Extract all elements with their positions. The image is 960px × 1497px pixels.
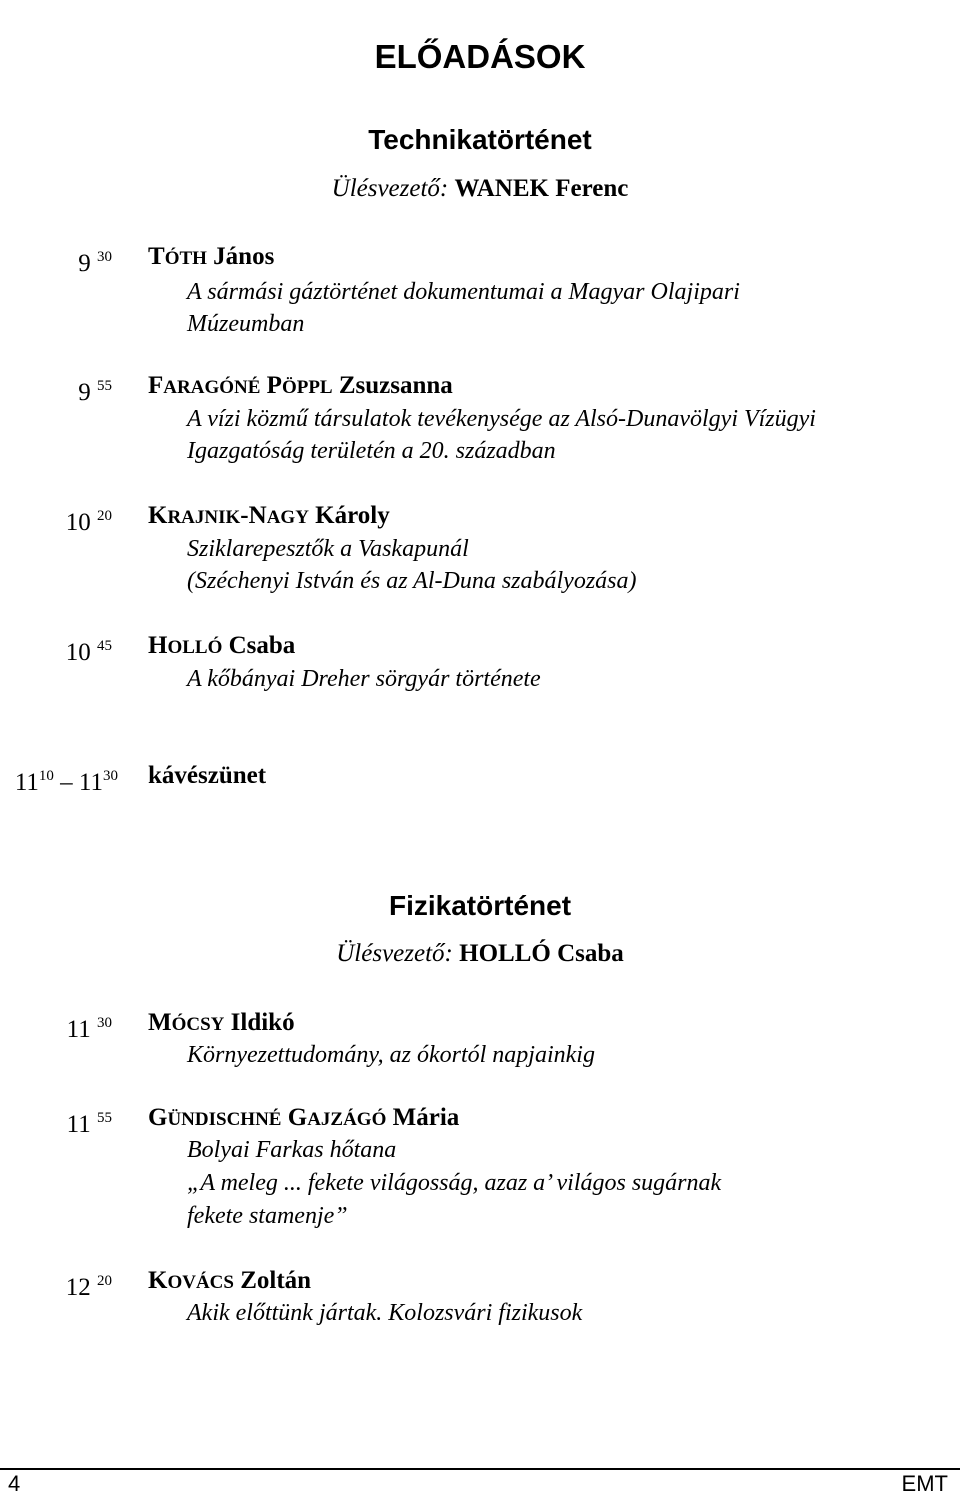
time-hour: 10: [65, 509, 91, 536]
talk-title-line: Bolyai Farkas hőtana: [187, 1137, 397, 1163]
speaker-initial: T: [148, 243, 165, 270]
speaker-surname-2: AJZÁGÓ: [307, 1109, 387, 1130]
time-hour: 11: [66, 1111, 91, 1138]
time-minute: 55: [97, 378, 112, 394]
talk-title-line: Múzeumban: [187, 311, 305, 337]
speaker-surname: OLLÓ: [167, 637, 223, 658]
speaker-surname: ÓTH: [164, 248, 207, 269]
footer-label: EMT: [901, 1471, 948, 1496]
speaker-firstname: János: [213, 243, 275, 270]
talk-title-line: Igazgatóság területén a 20. században: [187, 438, 556, 464]
break-label: kávészünet: [148, 762, 267, 789]
speaker-name: [148, 1264, 311, 1300]
session-chair: [0, 940, 960, 968]
time-hour: 12: [65, 1274, 91, 1301]
speaker-surname: ARAGÓNÉ: [163, 377, 261, 398]
speaker-initial-2: -N: [240, 502, 267, 529]
speaker-surname: ÓCSY: [171, 1014, 225, 1035]
speaker-initial-2: P: [266, 372, 282, 399]
speaker-firstname: Csaba: [228, 632, 296, 659]
talk-time: [0, 1264, 112, 1305]
time-minute: 20: [97, 508, 112, 524]
speaker-name: [148, 629, 295, 665]
speaker-initial: K: [148, 1267, 168, 1294]
talk-title-line: Környezettudomány, az ókortól napjainkig: [187, 1042, 595, 1068]
speaker-initial: M: [148, 1009, 172, 1036]
chair-name: [459, 940, 624, 967]
talk-time: [0, 499, 112, 540]
section-title-technikatortenet: Technikatörténet: [368, 124, 592, 155]
speaker-surname: ÜNDISCHNÉ: [167, 1109, 282, 1130]
chair-surname: WANEK: [454, 175, 549, 202]
chair-label: Ülésvezető:: [336, 940, 453, 967]
time-hour: 10: [65, 639, 91, 666]
chair-surname: HOLLÓ: [459, 940, 551, 967]
talk-title-line: A kőbányai Dreher sörgyár története: [187, 666, 541, 692]
speaker-initial: H: [148, 632, 168, 659]
time-hour: 9: [78, 250, 91, 277]
speaker-surname: RAJNIK: [167, 507, 241, 528]
speaker-surname-2: AGY: [266, 507, 309, 528]
speaker-initial: K: [148, 502, 168, 529]
speaker-name: [148, 240, 274, 276]
speaker-firstname: Zoltán: [240, 1267, 312, 1294]
break-time: [0, 759, 118, 800]
section-title-fizikatortenet: Fizikatörténet: [388, 890, 572, 921]
break-end-minute: 30: [103, 768, 118, 784]
chair-name: [455, 175, 629, 202]
break-start-hour: 11: [14, 769, 39, 796]
talk-title-line: Akik előttünk jártak. Kolozsvári fizikusok: [187, 1300, 583, 1326]
page-title: ELŐADÁSOK: [374, 38, 586, 75]
break-end-hour: 11: [78, 769, 103, 796]
talk-title-line: (Széchenyi István és az Al-Duna szabályozása): [187, 568, 637, 594]
speaker-initial: F: [148, 372, 164, 399]
time-minute: 45: [97, 638, 112, 654]
speaker-name: [148, 369, 453, 405]
break-start-minute: 10: [38, 768, 54, 784]
break-dash: –: [60, 769, 73, 796]
talk-title-line: A vízi közmű társulatok tevékenysége az Alsó-Dunavölgyi Vízügyi: [187, 406, 816, 432]
talk-time: [0, 1101, 112, 1142]
chair-firstname: Ferenc: [555, 175, 629, 202]
talk-title-line: „A meleg ... fekete világosság, azaz a’ világos sugárnak: [187, 1170, 722, 1196]
session-chair: [0, 175, 960, 203]
talk-time: [0, 629, 112, 670]
speaker-surname-2: ÖPPL: [281, 377, 333, 398]
time-minute: 20: [97, 1273, 112, 1289]
speaker-firstname: Károly: [315, 502, 390, 529]
speaker-name: [148, 499, 390, 535]
time-hour: 9: [78, 379, 91, 406]
speaker-firstname: Mária: [392, 1104, 460, 1131]
speaker-name: [148, 1101, 459, 1137]
talk-title-line: Sziklarepesztők a Vaskapunál: [187, 536, 469, 562]
talk-time: [0, 240, 112, 281]
speaker-initial-2: G: [287, 1104, 308, 1131]
chair-label: Ülésvezető:: [331, 175, 449, 202]
talk-time: [0, 1006, 112, 1047]
speaker-initial: G: [148, 1104, 168, 1131]
speaker-firstname: Ildikó: [230, 1009, 295, 1036]
chair-firstname: Csaba: [557, 940, 624, 967]
speaker-surname: OVÁCS: [167, 1272, 234, 1293]
talk-time: [0, 369, 112, 410]
talk-title-line: fekete stamenje”: [187, 1203, 348, 1229]
time-minute: 55: [97, 1110, 112, 1126]
time-minute: 30: [97, 249, 112, 265]
footer-divider: [0, 1468, 960, 1470]
talk-title-line: A sármási gáztörténet dokumentumai a Magyar Olajipari: [187, 279, 740, 305]
speaker-name: [148, 1006, 295, 1042]
speaker-firstname: Zsuzsanna: [338, 372, 453, 399]
page-number: 4: [8, 1471, 21, 1496]
time-minute: 30: [97, 1015, 112, 1031]
time-hour: 11: [66, 1016, 91, 1043]
